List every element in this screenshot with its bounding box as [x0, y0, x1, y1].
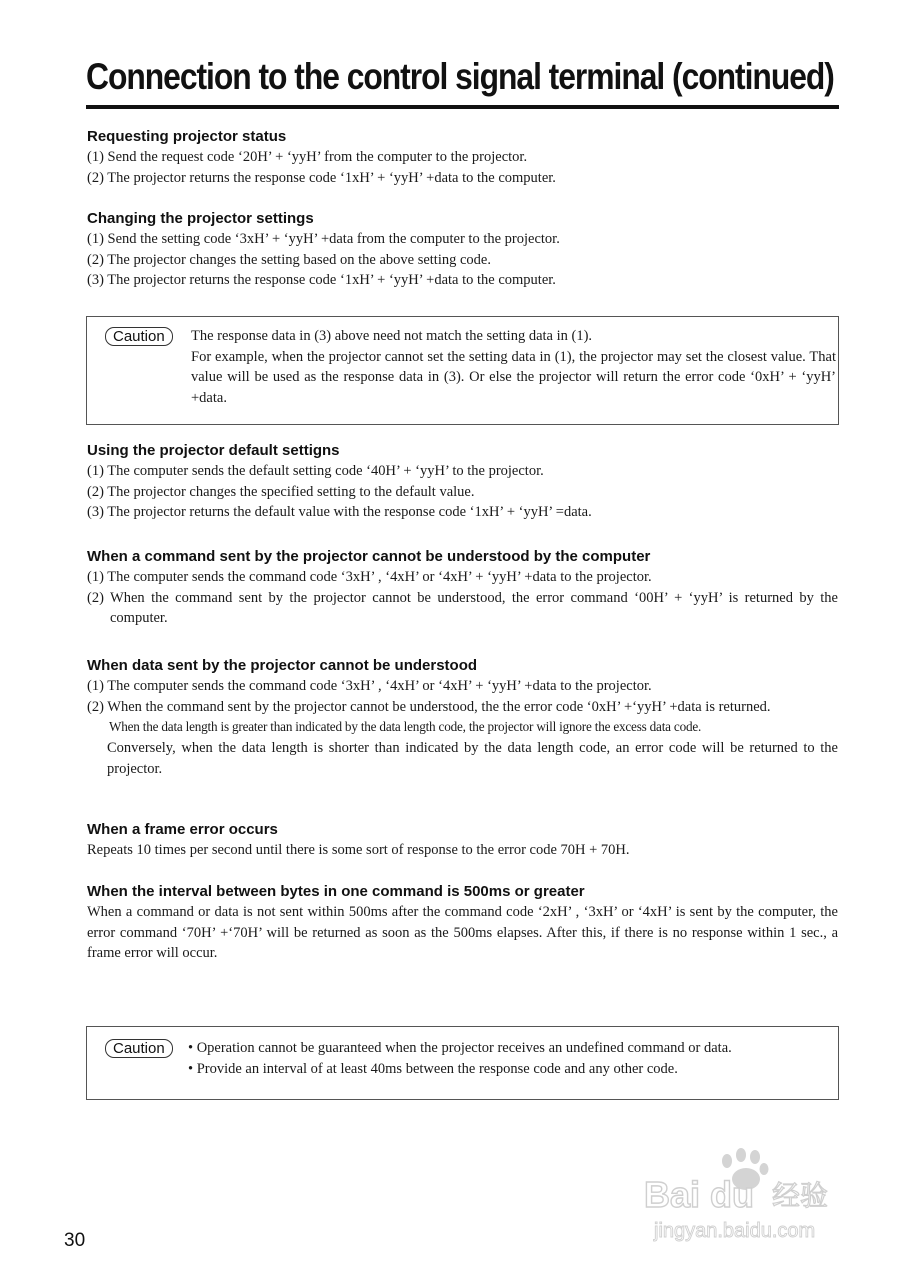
caution-bullet: • Operation cannot be guaranteed when the projector receives an undefined command or data.	[188, 1040, 732, 1056]
step-line: (2) The projector returns the response code ‘1xH’ + ‘yyH’ +data to the computer.	[87, 169, 556, 186]
section-requesting-status	[87, 127, 838, 188]
step-line: (1) The computer sends the command code ‘3xH’ , ‘4xH’ or ‘4xH’ + ‘yyH’ +data to the projector.	[87, 569, 652, 585]
caution-text	[188, 1038, 836, 1079]
caution-box-operation	[86, 1026, 839, 1100]
watermark-url: jingyan.baidu.com	[654, 1220, 816, 1242]
step-line: (2) The projector changes the specified setting to the default value.	[87, 483, 475, 500]
body-paragraph: When a command or data is not sent within 500ms after the command code ‘2xH’ , ‘3xH’ or ‘4xH’ is sent by the computer, the error command ‘70H’ +‘70H’ will be returned as soon as the 500ms elapses. After this, if there is no response within 1 sec., a frame error will occur.	[87, 904, 838, 962]
section-data-not-understood	[87, 656, 838, 780]
section-heading: When a frame error occurs	[87, 821, 278, 838]
step-line: (1) The computer sends the default setting code ‘40H’ + ‘yyH’ to the projector.	[87, 463, 544, 479]
step-line: (3) The projector returns the default value with the response code ‘1xH’ + ‘yyH’ =data.	[87, 504, 592, 521]
section-changing-settings	[87, 209, 838, 291]
step-line: (2) When the command sent by the projector cannot be understood, the the error code ‘0xH’ +‘yyH’ +data is returned.	[87, 698, 771, 715]
caution-text	[191, 326, 836, 409]
caution-bullet: • Provide an interval of at least 40ms between the response code and any other code.	[188, 1060, 678, 1077]
section-heading: Requesting projector status	[87, 128, 287, 145]
caution-label: Caution	[105, 1039, 173, 1058]
step-line: (1) The computer sends the command code ‘3xH’ , ‘4xH’ or ‘4xH’ + ‘yyH’ +data to the projector.	[87, 678, 652, 694]
step-line: (1) Send the request code ‘20H’ + ‘yyH’ from the computer to the projector.	[87, 149, 528, 165]
section-heading: When a command sent by the projector cannot be understood by the computer	[87, 548, 651, 565]
step-line: (3) The projector returns the response code ‘1xH’ + ‘yyH’ +data to the computer.	[87, 272, 556, 289]
step-line: (2) The projector changes the setting based on the above setting code.	[87, 251, 491, 268]
page-title: Connection to the control signal terminal (continued)	[86, 56, 834, 97]
section-heading: Changing the projector settings	[87, 210, 314, 227]
small-note: When the data length is greater than indicated by the data length code, the projector will ignore the excess data code.	[109, 719, 702, 735]
caution-label: Caution	[105, 327, 173, 346]
body-line: Repeats 10 times per second until there is some sort of response to the error code 70H + 70H.	[87, 842, 630, 858]
section-command-not-understood	[87, 547, 838, 629]
watermark-cn: 经验	[772, 1179, 829, 1212]
page-number: 30	[64, 1230, 86, 1251]
section-default-settings	[87, 441, 838, 523]
section-heading: When data sent by the projector cannot be understood	[87, 657, 478, 674]
note-paragraph: Conversely, when the data length is shorter than indicated by the data length code, an error code will be returned to the projector.	[107, 740, 838, 777]
caution-body: For example, when the projector cannot set the setting data in (1), the projector may set the closest value. That value will be used as the response data in (3). Or else the projector will return the error code ‘0xH’ + ‘yyH’ +data.	[191, 348, 836, 407]
caution-box-response-data	[86, 316, 839, 425]
section-heading: Using the projector default settigns	[87, 442, 340, 459]
section-heading: When the interval between bytes in one command is 500ms or greater	[87, 883, 585, 900]
section-byte-interval	[87, 882, 838, 964]
step-line: (1) Send the setting code ‘3xH’ + ‘yyH’ +data from the computer to the projector.	[87, 231, 560, 247]
step-line: (2) When the command sent by the projector cannot be understood, the error command ‘00H’ + ‘yyH’ is returned by the computer.	[87, 589, 838, 627]
watermark-brand: Bai du	[644, 1174, 755, 1215]
section-frame-error	[87, 820, 838, 861]
caution-first-line: The response data in (3) above need not match the setting data in (1).	[191, 328, 593, 344]
title-underline	[86, 105, 839, 109]
baidu-watermark	[640, 1145, 855, 1245]
